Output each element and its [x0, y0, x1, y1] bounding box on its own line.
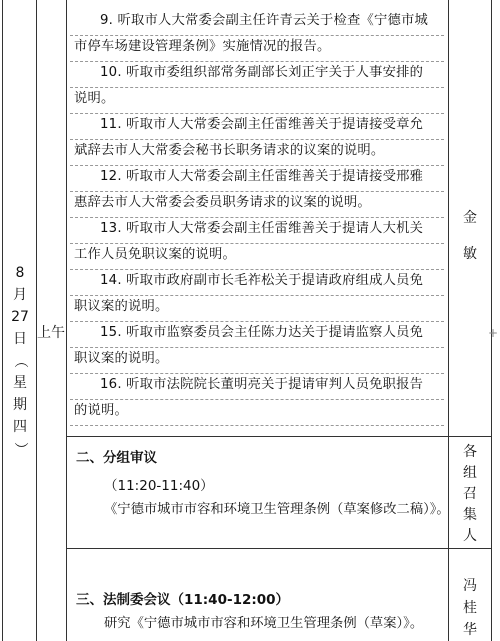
- agenda-item-line2: 斌辞去市人大常委会秘书长职务请求的议案的说明。: [74, 143, 385, 158]
- agenda-item: [74, 216, 446, 268]
- table-border-left: [2, 0, 3, 641]
- agenda-item-line2: 职议案的说明。: [74, 351, 169, 366]
- agenda-item: [74, 268, 446, 320]
- section-body: 研究《宁德市城市市容和环境卫生管理条例（草案）》。: [104, 616, 424, 631]
- section-title: 二、分组审议: [76, 450, 157, 466]
- date-char: 期: [13, 397, 27, 413]
- presider-name: 各 组 召 集 人: [463, 444, 477, 544]
- row-divider-2: [66, 548, 491, 549]
- date-char: 27: [11, 309, 29, 325]
- date-char: （: [12, 354, 28, 368]
- date-char: 月: [13, 287, 27, 303]
- agenda-item-line2: 职议案的说明。: [74, 299, 169, 314]
- agenda-item-line1: 9. 听取市人大常委会副主任许青云关于检查《宁德市城: [100, 13, 428, 28]
- line-rule: [70, 425, 444, 426]
- section-time: （11:20-11:40）: [104, 478, 214, 494]
- agenda-item-line2: 工作人员免职议案的说明。: [74, 247, 236, 262]
- table-border-right: [491, 0, 492, 641]
- agenda-item-line1: 10. 听取市委组织部常务副部长刘正宇关于人事安排的: [100, 65, 424, 80]
- presider-name: 冯 桂 华: [463, 578, 477, 638]
- presider-name: 金 敏: [463, 210, 477, 262]
- date-char: 四: [13, 419, 27, 435]
- section-title: 三、法制委会议（11:40-12:00）: [76, 592, 290, 608]
- agenda-item: [74, 164, 446, 216]
- row-divider-1: [66, 436, 491, 437]
- table-divider-session: [66, 0, 67, 641]
- date-column: [6, 262, 34, 460]
- date-char: 8: [15, 265, 25, 281]
- agenda-item: [74, 320, 446, 372]
- agenda-item-line1: 14. 听取市政府副市长毛祚松关于提请政府组成人员免: [100, 273, 424, 288]
- session-label: 上午: [37, 325, 65, 341]
- agenda-item-line1: 15. 听取市监察委员会主任陈力达关于提请监察人员免: [100, 325, 424, 340]
- table-divider-presider: [448, 0, 449, 641]
- agenda-item-line1: 11. 听取市人大常委会副主任雷维善关于提请接受章允: [100, 117, 424, 132]
- agenda-item-line2: 惠辞去市人大常委会委员职务请求的议案的说明。: [74, 195, 371, 210]
- section-body: 《宁德市城市市容和环境卫生管理条例（草案修改二稿）》。: [104, 502, 450, 517]
- agenda-item: [74, 112, 446, 164]
- table-divider-date: [36, 0, 37, 641]
- agenda-item-line2: 市停车场建设管理条例》实施情况的报告。: [74, 39, 331, 54]
- agenda-item-line1: 16. 听取市法院院长董明亮关于提请审判人员免职报告: [100, 377, 424, 392]
- agenda-item-line2: 的说明。: [74, 403, 128, 418]
- agenda-item: [74, 60, 446, 112]
- date-char: 日: [13, 331, 27, 347]
- margin-mark: +: [487, 326, 498, 340]
- date-char: ）: [12, 442, 28, 456]
- agenda-item: [74, 8, 446, 60]
- agenda-item-line1: 12. 听取市人大常委会副主任雷维善关于提请接受邢雅: [100, 169, 424, 184]
- agenda-item-line1: 13. 听取市人大常委会副主任雷维善关于提请人大机关: [100, 221, 424, 236]
- agenda-item-line2: 说明。: [74, 91, 115, 106]
- date-char: 星: [13, 375, 27, 391]
- agenda-item: [74, 372, 446, 424]
